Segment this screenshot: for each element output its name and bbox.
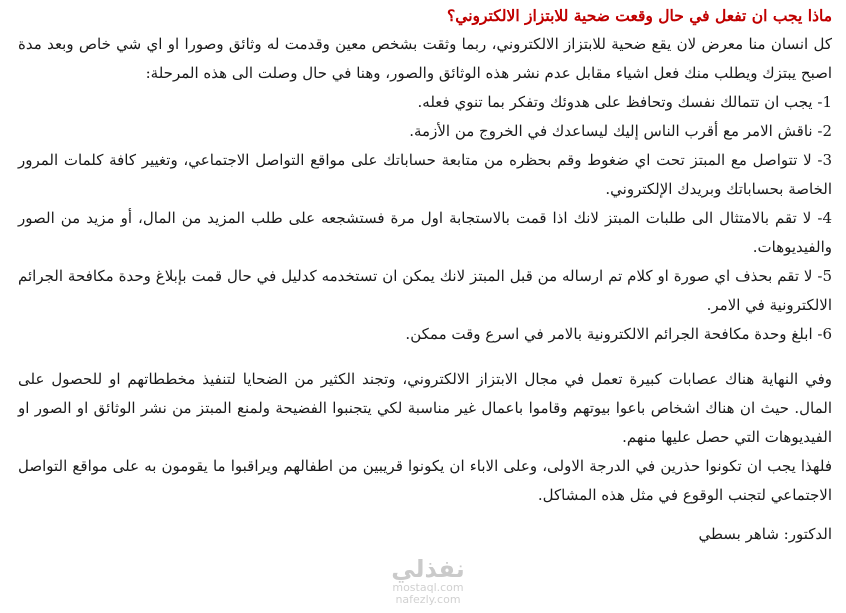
author-signature: الدكتور: شاهر بسطي — [698, 525, 832, 543]
watermark-logo-text: نفذلي — [391, 555, 465, 583]
step-item-6: 6- ابلغ وحدة مكافحة الجرائم الالكترونية بالامر في اسرع وقت ممكن. — [405, 325, 832, 343]
step-item-1: 1- يجب ان تتمالك نفسك وتحافظ على هدوئك وتفكر بما تنوي فعله. — [417, 93, 832, 111]
step-item-2: 2- ناقش الامر مع أقرب الناس إليك ليساعدك في الخروج من الأزمة. — [409, 122, 832, 140]
step-item-3: 3- لا تتواصل مع المبتز تحت اي ضغوط وقم بحظره من متابعة حساباتك على مواقع التواصل الاجتماعي، وتغيير كافة كلمات المرور الخاصة بحساباتك وبريدك الإلكتروني. — [18, 151, 832, 198]
step-item-4: 4- لا تقم بالامتثال الى طلبات المبتز لانك اذا قمت بالاستجابة اول مرة فستشجعه على طلب المزيد من المال، أو مزيد من الصور والفيديوهات. — [18, 209, 832, 256]
article-title: ماذا يجب ان تفعل في حال وقعت ضحية للابتزاز الالكتروني؟ — [447, 6, 832, 25]
watermark-url-1: mostaql.com — [392, 581, 464, 594]
conclusion-paragraph-2: فلهذا يجب ان تكونوا حذرين في الدرجة الاولى، وعلى الاباء ان يكونوا قريبين من اطفالهم ويراقبوا ما يقومون به على مواقع التواصل الاجتماعي لتجنب الوقوع في مثل هذه المشاكل. — [18, 457, 832, 504]
step-item-5: 5- لا تقم بحذف اي صورة او كلام تم ارساله من قبل المبتز لانك يمكن ان تستخدمه كدليل في حال قمت بإبلاغ وحدة مكافحة الجرائم الالكترونية في الامر. — [18, 267, 832, 314]
watermark-url-2: nafezly.com — [395, 593, 461, 606]
conclusion-paragraph-1: وفي النهاية هناك عصابات كبيرة تعمل في مجال الابتزاز الالكتروني، وتجند الكثير من الضحايا لتنفيذ مخططاتهم او للحصول على المال. حيث ان هناك اشخاص باعوا بيوتهم وقاموا باعمال غير مناسبة لكي يتجنبوا الفضيحة ولمنع المبتز من نشر الوثائق او الصور او الفيديوهات التي حصل عليها منهم. — [18, 370, 832, 446]
steps-list — [18, 88, 832, 349]
intro-paragraph: كل انسان منا معرض لان يقع ضحية للابتزاز الالكتروني، ربما وثقت بشخص معين وقدمت له وثائق وصورا او اي شي خاص وبعد مدة اصبح يبتزك ويطلب منك فعل اشياء مقابل عدم نشر هذه الوثائق والصور، وهنا في حال وصلت الى هذه المرحلة: — [18, 35, 832, 82]
paragraph-spacer — [18, 349, 832, 365]
